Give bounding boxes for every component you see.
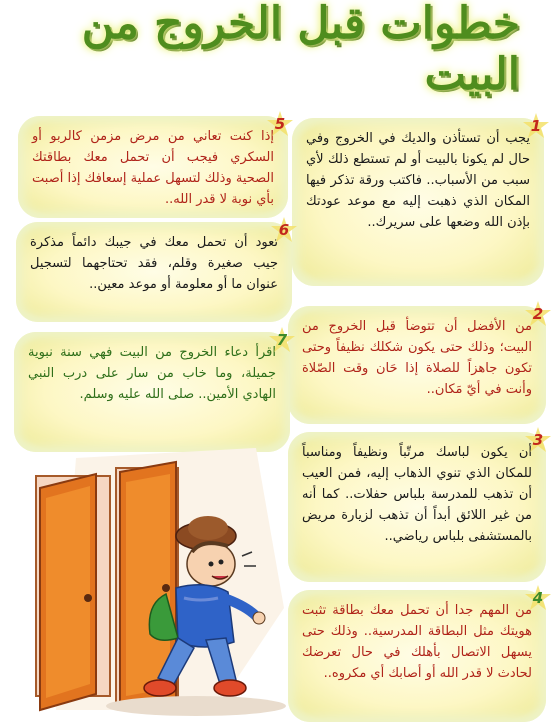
step-text: إذا كنت تعاني من مرض مزمن كالربو أو السكري فيجب أن تحمل معك بطاقتك الصحية وذلك لتسهل عملية إسعافك إذا أصبت بأي نوبة لا قدر الله..	[32, 129, 274, 207]
step-number-badge	[524, 300, 552, 328]
step-number-badge	[524, 426, 552, 454]
step-number: 7	[276, 330, 288, 349]
step-number: 5	[274, 114, 286, 133]
step-number: 3	[532, 430, 544, 449]
step-card-2	[288, 306, 546, 424]
step-number: 1	[530, 116, 542, 135]
page-title: خطوات قبل الخروج من البيت	[81, 0, 520, 100]
step-card-1	[292, 118, 544, 286]
step-number-badge	[270, 216, 298, 244]
step-text: أن يكون لباسك مرتّباً ونظيفاً ومناسباً للمكان الذي تنوي الذهاب إليه، فمن العيب أن تذهب للمدرسة بلباس حفلات.. كما أنه من غير اللائق أبداً أن تذهب لزيارة مريض بالمستشفى بلباس رياضي..	[302, 445, 532, 544]
step-text: اقرأ دعاء الخروج من البيت فهي سنة نبوية جميلة، وما خاب من سار على درب النبي الهادي الأمين.. صلى الله عليه وسلم.	[28, 345, 276, 402]
step-text: تعود أن تحمل معك في جيبك دائماً مذكرة جيب صغيرة وقلم، فقد تحتاجهما لتسجيل عنوان ما أو معلومة أو موعد معين..	[30, 235, 278, 292]
step-number-badge	[524, 584, 552, 612]
step-number-badge	[266, 110, 294, 138]
step-number-badge	[522, 112, 550, 140]
step-card-7	[14, 332, 290, 452]
boy-leaving-illustration	[16, 448, 290, 718]
step-card-6	[16, 222, 292, 322]
door-boy-drawing	[16, 448, 290, 718]
step-card-4	[288, 590, 546, 722]
step-card-5	[18, 116, 288, 218]
step-text: من المهم جدا أن تحمل معك بطاقة تثبت هويتك مثل البطاقة المدرسية.. وذلك حتى يسهل الاتصال بأهلك في حال تعرضك لحادث لا قدر الله أو أصابك أي مكروه..	[302, 603, 532, 681]
step-text: يجب أن تستأذن والديك في الخروج وفي حال لم يكونا بالبيت أو لم تستطع ذلك لأي سبب من الأسباب.. فاكتب ورقة تذكر فيها المكان الذي ذهبت إليه مع موعد عودتك بإذن الله وضعها على سريرك..	[306, 131, 530, 230]
step-text: من الأفضل أن تتوضأ قبل الخروج من البيت؛ وذلك حتى يكون شكلك نظيفاً وحتى تكون جاهزاً للصلاة إذا حَان وقت الصّلاة وأنت في أيّ مَكان..	[302, 319, 532, 397]
step-card-3	[288, 432, 546, 582]
step-number: 6	[278, 220, 290, 239]
step-number-badge	[268, 326, 296, 354]
step-number: 4	[532, 588, 544, 607]
step-number: 2	[532, 304, 544, 323]
